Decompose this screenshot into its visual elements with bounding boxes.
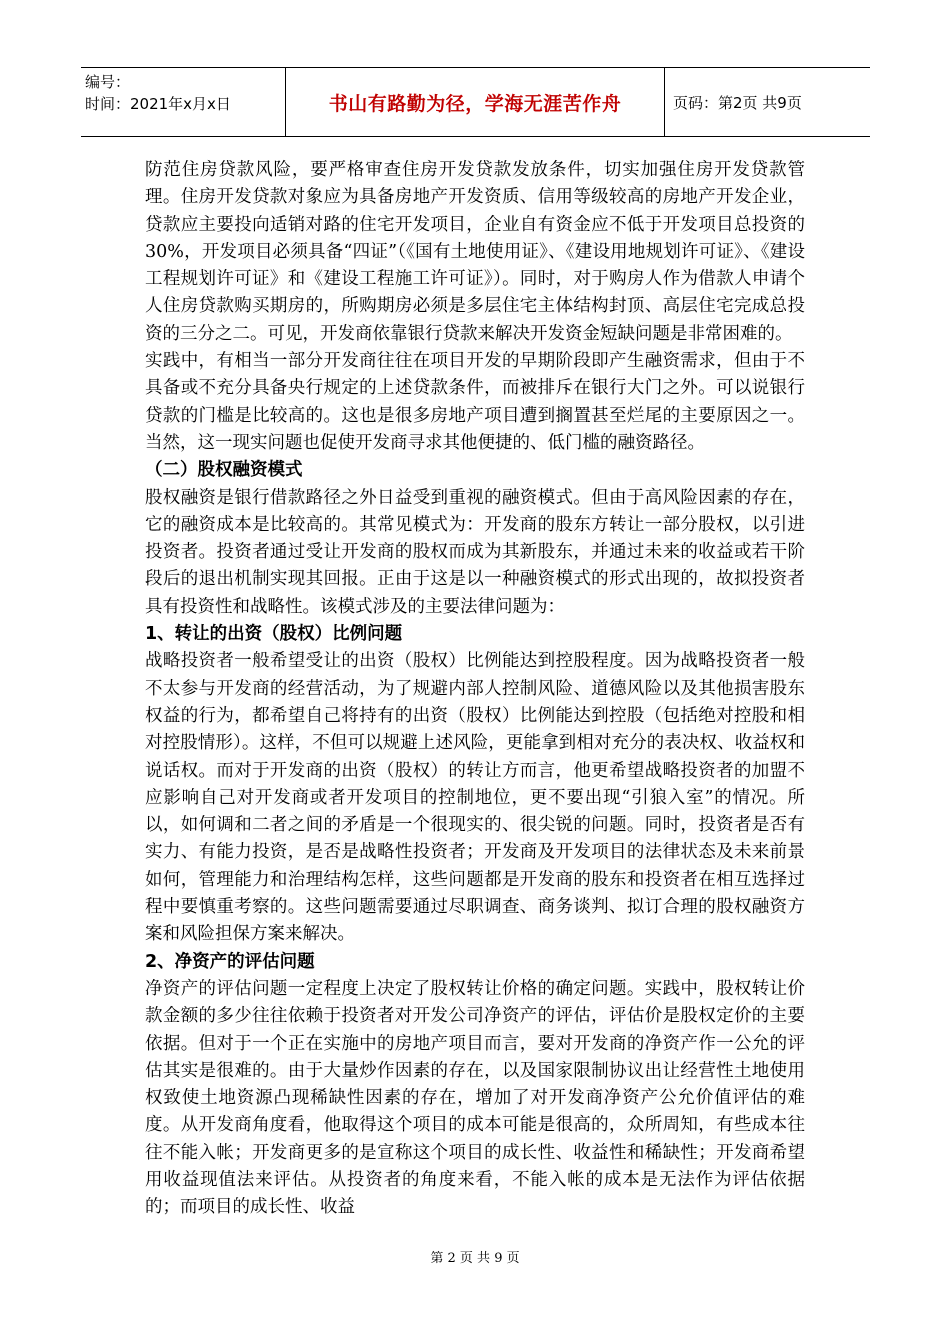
header-motto: 书山有路勤为径，学海无涯苦作舟 xyxy=(286,68,665,136)
paragraph-practice: 实践中，有相当一部分开发商往往在项目开发的早期阶段即产生融资需求，但由于不具备或不充分具备央行规定的上述贷款条件，而被排斥在银行大门之外。可以说银行贷款的门槛是比较高的。这也是很多房地产项目遭到搁置甚至烂尾的主要原因之一。当然，这一现实问题也促使开发商寻求其他便捷的、低门槛的融资路径。 xyxy=(145,351,805,453)
paragraph-transfer-ratio: 战略投资者一般希望受让的出资（股权）比例能达到控股程度。因为战略投资者一般不太参与开发商的经营活动，为了规避内部人控制风险、道德风险以及其他损害股东权益的行为，都希望自己将持有的出资（股权）比例能达到控股（包括绝对控股和相对控股情形）。这样，不但可以规避上述风险，更能拿到相对充分的表决权、收益权和说话权。而对于开发商的出资（股权）的转让方而言，他更希望战略投资者的加盟不应影响自己对开发商或者开发项目的控制地位，更不要出现“引狼入室”的情况。所以，如何调和二者之间的矛盾是一个很现实的、很尖锐的问题。同时，投资者是否有实力、有能力投资，是否是战略性投资者；开发商及开发项目的法律状态及未来前景如何，管理能力和治理结构怎样，这些问题都是开发商的股东和投资者在相互选择过程中要慎重考察的。这些问题需要通过尽职调查、商务谈判、拟订合理的股权融资方案和风险担保方案来解决。 xyxy=(145,651,805,945)
header-date: 时间：2021年x月x日 xyxy=(85,95,231,113)
header-page-number: 页码：第2页 共9页 xyxy=(673,93,802,112)
paragraph-equity-intro: 股权融资是银行借款路径之外日益受到重视的融资模式。但由于高风险因素的存在，它的融资成本是比较高的。其常见模式为：开发商的股东方转让一部分股权，以引进投资者。投资者通过受让开发商的股权而成为其新股东，并通过未来的收益或若干阶段后的退出机制实现其回报。正由于这是以一种融资模式的形式出现的，故拟投资者具有投资性和战略性。该模式涉及的主要法律问题为： xyxy=(145,487,805,617)
paragraph-loan-risk: 防范住房贷款风险，要严格审查住房开发贷款发放条件，切实加强住房开发贷款管理。住房开发贷款对象应为具备房地产开发资质、信用等级较高的房地产开发企业，贷款应主要投向适销对路的住宅开发项目，企业自有资金应不低于开发项目总投资的30%，开发项目必须具备“四证”（《国有土地使用证》、《建设用地规划许可证》、《建设工程规划许可证》和《建设工程施工许可证》）。同时，对于购房人作为借款人申请个人住房贷款购买期房的，所购期房必须是多层住宅主体结构封顶、高层住宅完成总投资的三分之二。可见，开发商依靠银行贷款来解决开发资金短缺问题是非常困难的。 xyxy=(145,160,805,344)
header-number: 编号： xyxy=(85,73,131,91)
section-heading-equity-financing: （二）股权融资模式 xyxy=(145,460,303,481)
subheading-net-asset-valuation: 2、净资产的评估问题 xyxy=(145,951,315,972)
document-body xyxy=(145,157,805,1222)
subheading-transfer-ratio: 1、转让的出资（股权）比例问题 xyxy=(145,624,403,645)
header-meta xyxy=(81,68,286,136)
page-header xyxy=(81,67,870,137)
paragraph-net-asset-valuation: 净资产的评估问题一定程度上决定了股权转让价格的确定问题。实践中，股权转让价款金额的多少往往依赖于投资者对开发公司净资产的评估，评估价是股权定价的主要依据。但对于一个正在实施中的房地产项目而言，要对开发商的净资产作一公允的评估其实是很难的。由于大量炒作因素的存在，以及国家限制协议出让经营性土地使用权致使土地资源凸现稀缺性因素的存在，增加了对开发商净资产公允价值评估的难度。从开发商角度看，他取得这个项目的成本可能是很高的，众所周知，有些成本往往不能入帐；开发商更多的是宣称这个项目的成长性、收益性和稀缺性；开发商希望用收益现值法来评估。从投资者的角度来看，不能入帐的成本是无法作为评估依据的；而项目的成长性、收益 xyxy=(145,978,805,1218)
page-footer: 第 2 页 共 9 页 xyxy=(430,1251,520,1266)
